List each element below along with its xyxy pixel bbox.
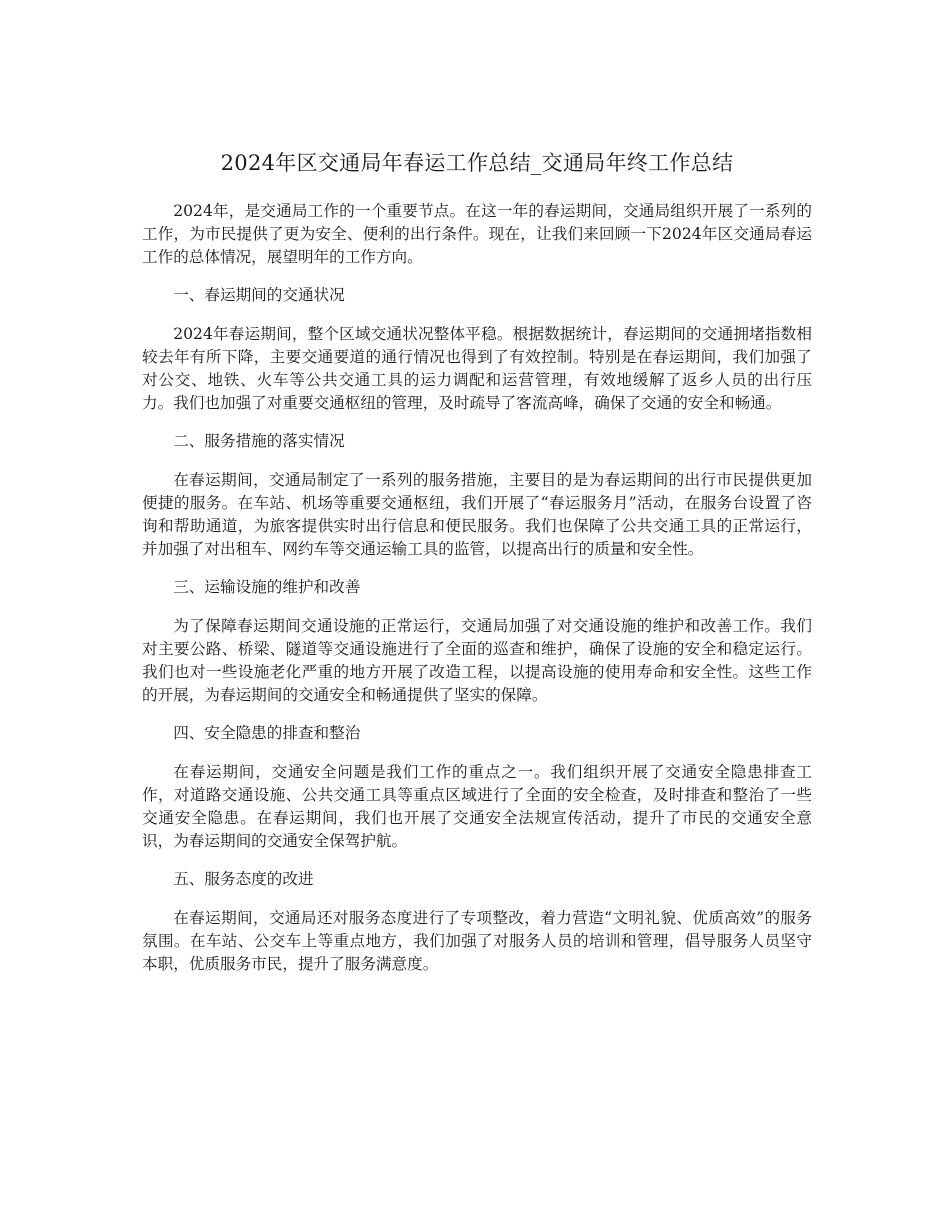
section-heading-4: 四、安全隐患的排查和整治	[173, 724, 361, 743]
section-heading-1: 一、春运期间的交通状况	[173, 286, 345, 305]
section-paragraph-4: 在春运期间，交通安全问题是我们工作的重点之一。我们组织开展了交通安全隐患排查工作，对道路交通设施、公共交通工具等重点区域进行了全面的安全检查，及时排查和整治了一些交通安全隐患。在春运期间，我们也开展了交通安全法规宣传活动，提升了市民的交通安全意识，为春运期间的交通安全保驾护航。	[142, 763, 812, 850]
section-paragraph-5: 在春运期间，交通局还对服务态度进行了专项整改，着力营造“文明礼貌、优质高效”的服务氛围。在车站、公交车上等重点地方，我们加强了对服务人员的培训和管理，倡导服务人员坚守本职，优质服务市民，提升了服务满意度。	[142, 909, 812, 973]
section-paragraph-2: 在春运期间，交通局制定了一系列的服务措施，主要目的是为春运期间的出行市民提供更加便捷的服务。在车站、机场等重要交通枢纽，我们开展了“春运服务月”活动，在服务台设置了咨询和帮助通道，为旅客提供实时出行信息和便民服务。我们也保障了公共交通工具的正常运行，并加强了对出租车、网约车等交通运输工具的监管，以提高出行的质量和安全性。	[142, 471, 812, 558]
intro-paragraph: 2024年，是交通局工作的一个重要节点。在这一年的春运期间，交通局组织开展了一系列的工作，为市民提供了更为安全、便利的出行条件。现在，让我们来回顾一下2024年区交通局春运工作的总体情况，展望明年的工作方向。	[142, 202, 812, 266]
document-body	[142, 200, 812, 976]
section-paragraph-3: 为了保障春运期间交通设施的正常运行，交通局加强了对交通设施的维护和改善工作。我们对主要公路、桥梁、隧道等交通设施进行了全面的巡查和维护，确保了设施的安全和稳定运行。我们也对一些设施老化严重的地方开展了改造工程，以提高设施的使用寿命和安全性。这些工作的开展，为春运期间的交通安全和畅通提供了坚实的保障。	[142, 617, 812, 704]
section-paragraph-1: 2024年春运期间，整个区域交通状况整体平稳。根据数据统计，春运期间的交通拥堵指数相较去年有所下降，主要交通要道的通行情况也得到了有效控制。特别是在春运期间，我们加强了对公交、地铁、火车等公共交通工具的运力调配和运营管理，有效地缓解了返乡人员的出行压力。我们也加强了对重要交通枢纽的管理，及时疏导了客流高峰，确保了交通的安全和畅通。	[142, 325, 812, 412]
document-title: 2024年区交通局年春运工作总结_交通局年终工作总结	[220, 151, 734, 175]
section-heading-2: 二、服务措施的落实情况	[173, 432, 345, 451]
section-heading-5: 五、服务态度的改进	[173, 870, 314, 889]
section-heading-3: 三、运输设施的维护和改善	[173, 578, 361, 597]
